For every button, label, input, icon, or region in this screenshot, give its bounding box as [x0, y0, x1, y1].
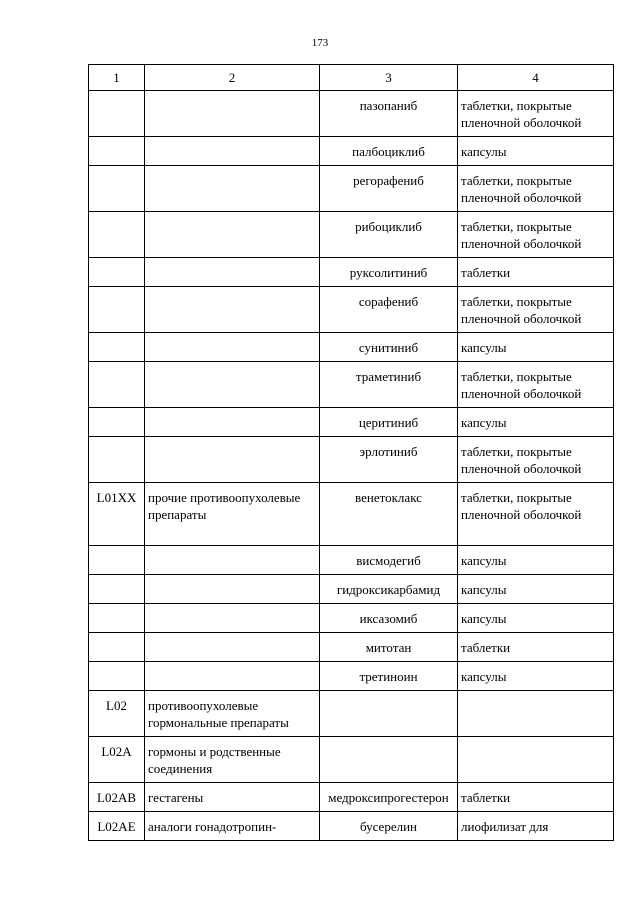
cell-drug: руксолитиниб — [320, 258, 458, 287]
table-row — [89, 137, 614, 166]
cell-group — [145, 437, 320, 483]
cell-group: прочие противоопухолевые препараты — [145, 483, 320, 546]
cell-form: таблетки — [458, 783, 614, 812]
table-row — [89, 662, 614, 691]
cell-group — [145, 258, 320, 287]
table-row — [89, 408, 614, 437]
cell-code — [89, 575, 145, 604]
cell-group — [145, 633, 320, 662]
cell-group: гестагены — [145, 783, 320, 812]
table-row — [89, 437, 614, 483]
cell-form — [458, 691, 614, 737]
cell-drug — [320, 737, 458, 783]
cell-group — [145, 604, 320, 633]
cell-code — [89, 212, 145, 258]
table-row — [89, 91, 614, 137]
cell-drug: сорафениб — [320, 287, 458, 333]
cell-form: таблетки, покрытые пленочной оболочкой — [458, 212, 614, 258]
cell-drug: рибоциклиб — [320, 212, 458, 258]
cell-form: капсулы — [458, 546, 614, 575]
cell-group: аналоги гонадотропин- — [145, 812, 320, 841]
cell-group — [145, 166, 320, 212]
cell-drug: иксазомиб — [320, 604, 458, 633]
cell-form: капсулы — [458, 333, 614, 362]
cell-drug: пазопаниб — [320, 91, 458, 137]
cell-group — [145, 362, 320, 408]
cell-drug: траметиниб — [320, 362, 458, 408]
cell-code: L02AE — [89, 812, 145, 841]
cell-form: таблетки, покрытые пленочной оболочкой — [458, 483, 614, 546]
cell-drug — [320, 691, 458, 737]
table-row — [89, 287, 614, 333]
cell-form: капсулы — [458, 662, 614, 691]
cell-drug: митотан — [320, 633, 458, 662]
cell-code — [89, 437, 145, 483]
cell-code — [89, 166, 145, 212]
table-row — [89, 333, 614, 362]
cell-form: капсулы — [458, 408, 614, 437]
column-header-form: 4 — [458, 65, 614, 91]
table-row — [89, 604, 614, 633]
table-row — [89, 691, 614, 737]
cell-form: капсулы — [458, 575, 614, 604]
cell-drug: медроксипрогестерон — [320, 783, 458, 812]
cell-code — [89, 546, 145, 575]
cell-form: таблетки, покрытые пленочной оболочкой — [458, 287, 614, 333]
cell-code — [89, 662, 145, 691]
cell-group: гормоны и родственные соединения — [145, 737, 320, 783]
table-row — [89, 633, 614, 662]
column-header-group: 2 — [145, 65, 320, 91]
table-row — [89, 166, 614, 212]
cell-form: таблетки, покрытые пленочной оболочкой — [458, 362, 614, 408]
cell-form: капсулы — [458, 604, 614, 633]
table-row — [89, 212, 614, 258]
cell-drug: венетоклакс — [320, 483, 458, 546]
cell-code — [89, 333, 145, 362]
cell-drug: церитиниб — [320, 408, 458, 437]
table-row — [89, 546, 614, 575]
cell-code — [89, 91, 145, 137]
cell-group: противоопухолевые гормональные препараты — [145, 691, 320, 737]
cell-drug: третиноин — [320, 662, 458, 691]
cell-group — [145, 546, 320, 575]
cell-code: L01XX — [89, 483, 145, 546]
cell-form: таблетки, покрытые пленочной оболочкой — [458, 166, 614, 212]
table-row — [89, 258, 614, 287]
cell-group — [145, 137, 320, 166]
cell-group — [145, 662, 320, 691]
column-header-code: 1 — [89, 65, 145, 91]
cell-group — [145, 408, 320, 437]
cell-group — [145, 212, 320, 258]
cell-code — [89, 362, 145, 408]
cell-code — [89, 137, 145, 166]
cell-drug: палбоциклиб — [320, 137, 458, 166]
table-row — [89, 362, 614, 408]
cell-code — [89, 633, 145, 662]
table-header-row — [89, 65, 614, 91]
cell-code: L02 — [89, 691, 145, 737]
cell-code — [89, 604, 145, 633]
cell-group — [145, 575, 320, 604]
cell-form: таблетки, покрытые пленочной оболочкой — [458, 437, 614, 483]
cell-form: таблетки, покрытые пленочной оболочкой — [458, 91, 614, 137]
cell-code — [89, 408, 145, 437]
cell-group — [145, 91, 320, 137]
cell-form: таблетки — [458, 633, 614, 662]
cell-group — [145, 287, 320, 333]
cell-code: L02AB — [89, 783, 145, 812]
medication-table — [88, 64, 614, 841]
column-header-drug: 3 — [320, 65, 458, 91]
cell-drug: регорафениб — [320, 166, 458, 212]
cell-form — [458, 737, 614, 783]
cell-drug: гидроксикарбамид — [320, 575, 458, 604]
cell-form: таблетки — [458, 258, 614, 287]
table-row — [89, 737, 614, 783]
cell-code — [89, 287, 145, 333]
page-number: 173 — [311, 37, 329, 49]
cell-drug: эрлотиниб — [320, 437, 458, 483]
table-row — [89, 783, 614, 812]
cell-form: капсулы — [458, 137, 614, 166]
cell-drug: бусерелин — [320, 812, 458, 841]
cell-code — [89, 258, 145, 287]
cell-code: L02A — [89, 737, 145, 783]
cell-group — [145, 333, 320, 362]
table-row — [89, 483, 614, 546]
table-row — [89, 575, 614, 604]
table-row — [89, 812, 614, 841]
cell-drug: сунитиниб — [320, 333, 458, 362]
cell-form: лиофилизат для — [458, 812, 614, 841]
cell-drug: висмодегиб — [320, 546, 458, 575]
